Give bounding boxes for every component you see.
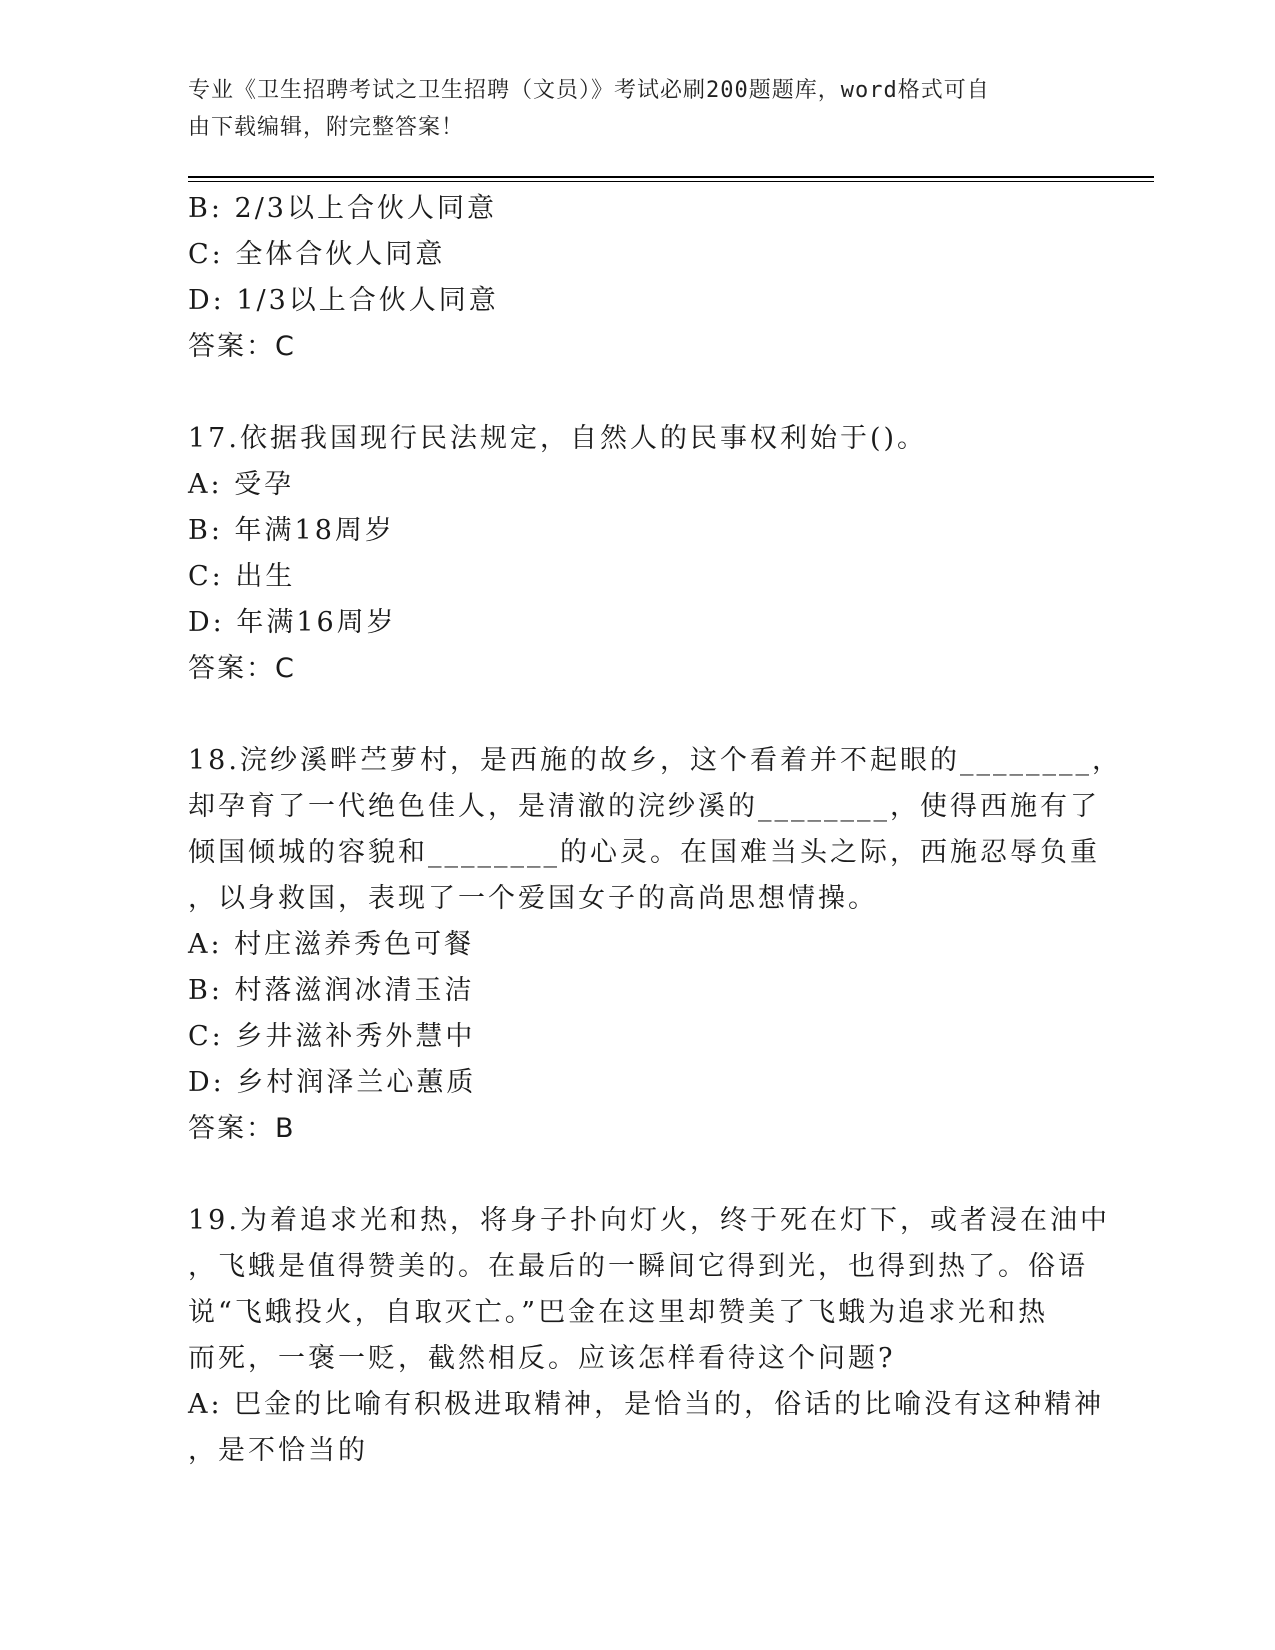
header-line-1: 专业《卫生招聘考试之卫生招聘（文员）》考试必刷200题题库，word格式可自 [188,78,990,103]
question-stem-line: 19.为着追求光和热，将身子扑向灯火，终于死在灯下，或者浸在油中 [188,1205,1110,1236]
option-b: B: 2/3以上合伙人同意 [188,193,497,224]
question-stem-line: 18.浣纱溪畔苎萝村，是西施的故乡，这个看着并不起眼的________， [188,745,1122,776]
option-d: D: 乡村润泽兰心蕙质 [188,1067,477,1098]
question-16 [188,186,1088,370]
question-stem-line: 而死，一褒一贬，截然相反。应该怎样看待这个问题? [188,1343,896,1374]
option-d: D: 1/3以上合伙人同意 [188,285,499,316]
answer: 答案：C [188,653,296,684]
question-17 [188,416,1088,692]
question-stem-line: 说“飞蛾投火，自取灭亡。”巴金在这里却赞美了飞蛾为追求光和热 [188,1297,1049,1328]
question-19 [188,1198,1110,1474]
option-b: B: 村落滋润冰清玉洁 [188,975,475,1006]
question-18 [188,738,1122,1152]
spacer [188,1152,1088,1198]
spacer [188,692,1088,738]
header-line-2: 由下载编辑，附完整答案！ [188,115,465,140]
option-a: A: 巴金的比喻有积极进取精神，是恰当的，俗话的比喻没有这种精神 [188,1389,1105,1420]
question-stem-line: ，飞蛾是值得赞美的。在最后的一瞬间它得到光，也得到热了。俗语 [188,1251,1088,1282]
question-stem-line: 却孕育了一代绝色佳人，是清澈的浣纱溪的________，使得西施有了 [188,791,1100,822]
option-a: A: 受孕 [188,469,295,500]
spacer [188,370,1088,416]
option-b: B: 年满18周岁 [188,515,395,546]
option-c: C: 乡井滋补秀外慧中 [188,1021,476,1052]
question-stem-line: 倾国倾城的容貌和________的心灵。在国难当头之际，西施忍辱负重 [188,837,1100,868]
option-c: C: 全体合伙人同意 [188,239,446,270]
answer: 答案：B [188,1113,296,1144]
document-header [188,72,1068,146]
question-content [188,186,1122,1474]
option-a-continued: ，是不恰当的 [188,1435,368,1466]
option-c: C: 出生 [188,561,296,592]
option-a: A: 村庄滋养秀色可餐 [188,929,475,960]
header-divider-thin [188,181,1154,182]
header-divider-thick [188,176,1154,178]
question-stem: 17.依据我国现行民法规定，自然人的民事权利始于()。 [188,423,928,454]
question-stem-line: ，以身救国，表现了一个爱国女子的高尚思想情操。 [188,883,878,914]
option-d: D: 年满16周岁 [188,607,397,638]
answer: 答案：C [188,331,296,362]
